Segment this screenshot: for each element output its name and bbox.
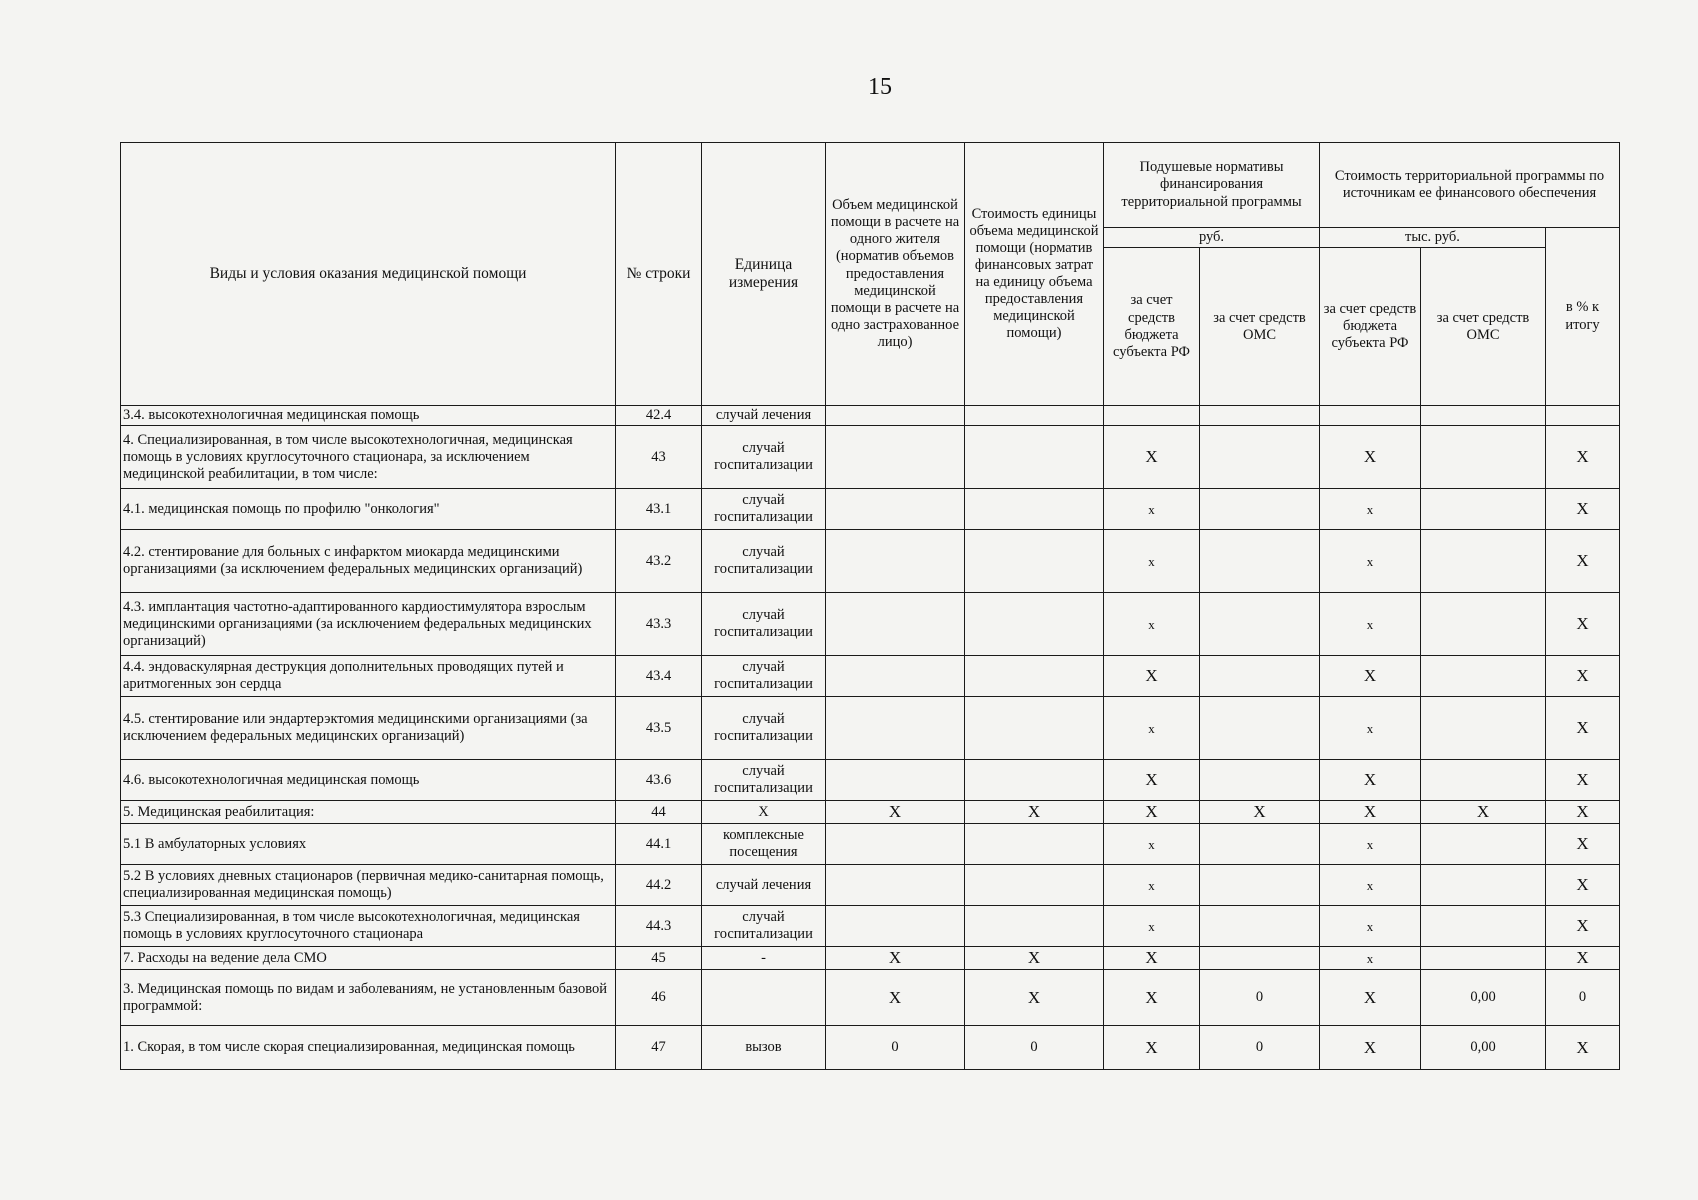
row-cost [965, 593, 1104, 656]
row-name: 5.3 Специализированная, в том числе высокотехнологичная, медицинская помощь в условиях круглосуточного стационара [121, 906, 616, 947]
row-volume [826, 865, 965, 906]
row-unit: случай госпитализации [702, 760, 826, 801]
row-per-capita-budget: х [1104, 697, 1200, 760]
row-cost [965, 656, 1104, 697]
row-number: 43.3 [616, 593, 702, 656]
row-cost [965, 530, 1104, 593]
row-per-capita-budget: х [1104, 530, 1200, 593]
table-row [121, 489, 1620, 530]
medical-care-table [120, 142, 1620, 1070]
row-program-oms [1421, 530, 1546, 593]
row-percent [1546, 406, 1620, 426]
row-volume: 0 [826, 1026, 965, 1070]
row-percent: Х [1546, 801, 1620, 824]
row-per-capita-budget: Х [1104, 760, 1200, 801]
row-program-budget: х [1320, 489, 1421, 530]
row-per-capita-budget: Х [1104, 947, 1200, 970]
row-percent: Х [1546, 489, 1620, 530]
header-volume: Объем медицинской помощи в расчете на одного жителя (норматив объемов предоставления медицинской помощи в расчете на одно застрахованное лицо) [826, 143, 965, 406]
row-name: 1. Скорая, в том числе скорая специализированная, медицинская помощь [121, 1026, 616, 1070]
row-program-oms [1421, 426, 1546, 489]
row-number: 43.4 [616, 656, 702, 697]
row-program-budget: х [1320, 697, 1421, 760]
table-row [121, 697, 1620, 760]
row-name: 5.2 В условиях дневных стационаров (первичная медико-санитарная помощь, специализированная медицинская помощь) [121, 865, 616, 906]
header-program-cost: Стоимость территориальной программы по источникам ее финансового обеспечения [1320, 143, 1620, 228]
row-per-capita-oms: Х [1200, 801, 1320, 824]
row-number: 44.2 [616, 865, 702, 906]
row-program-oms [1421, 697, 1546, 760]
table-row [121, 906, 1620, 947]
row-volume [826, 406, 965, 426]
table-row [121, 406, 1620, 426]
row-per-capita-oms [1200, 593, 1320, 656]
row-program-oms [1421, 760, 1546, 801]
header-thous-rub: тыс. руб. [1320, 228, 1546, 248]
row-program-budget: х [1320, 824, 1421, 865]
table-row [121, 801, 1620, 824]
row-number: 43.2 [616, 530, 702, 593]
row-volume [826, 489, 965, 530]
row-per-capita-budget [1104, 406, 1200, 426]
table-row [121, 970, 1620, 1026]
row-number: 43.6 [616, 760, 702, 801]
row-per-capita-oms: 0 [1200, 970, 1320, 1026]
row-cost [965, 906, 1104, 947]
row-unit: случай лечения [702, 406, 826, 426]
header-budget-2: за счет средств бюджета субъекта РФ [1320, 248, 1421, 406]
row-percent: Х [1546, 824, 1620, 865]
row-volume: Х [826, 970, 965, 1026]
row-per-capita-budget: Х [1104, 801, 1200, 824]
row-program-oms: 0,00 [1421, 1026, 1546, 1070]
row-program-budget: х [1320, 865, 1421, 906]
header-row-number: № строки [616, 143, 702, 406]
row-number: 45 [616, 947, 702, 970]
row-cost [965, 406, 1104, 426]
row-unit: случай госпитализации [702, 426, 826, 489]
row-cost: Х [965, 947, 1104, 970]
row-program-budget: х [1320, 593, 1421, 656]
row-volume [826, 760, 965, 801]
row-program-oms [1421, 593, 1546, 656]
row-cost [965, 697, 1104, 760]
row-per-capita-budget: х [1104, 593, 1200, 656]
row-volume [826, 697, 965, 760]
row-program-oms [1421, 656, 1546, 697]
row-name: 4.3. имплантация частотно-адаптированного кардиостимулятора взрослым медицинскими организациями (за исключением федеральных медицинских организаций) [121, 593, 616, 656]
row-per-capita-oms [1200, 426, 1320, 489]
row-unit: Х [702, 801, 826, 824]
row-per-capita-budget: х [1104, 489, 1200, 530]
row-number: 43.5 [616, 697, 702, 760]
table-row [121, 530, 1620, 593]
row-volume: Х [826, 801, 965, 824]
row-cost [965, 760, 1104, 801]
row-percent: Х [1546, 906, 1620, 947]
row-per-capita-oms [1200, 760, 1320, 801]
row-number: 42.4 [616, 406, 702, 426]
row-unit: случай госпитализации [702, 593, 826, 656]
row-percent: Х [1546, 426, 1620, 489]
row-cost [965, 824, 1104, 865]
row-unit: случай лечения [702, 865, 826, 906]
header-budget: за счет средств бюджета субъекта РФ [1104, 248, 1200, 406]
row-number: 44 [616, 801, 702, 824]
row-unit: вызов [702, 1026, 826, 1070]
row-unit: случай госпитализации [702, 656, 826, 697]
row-program-budget: х [1320, 947, 1421, 970]
row-unit: случай госпитализации [702, 906, 826, 947]
row-program-oms [1421, 906, 1546, 947]
row-program-budget: х [1320, 906, 1421, 947]
row-volume [826, 656, 965, 697]
row-unit: случай госпитализации [702, 697, 826, 760]
row-name: 5. Медицинская реабилитация: [121, 801, 616, 824]
row-unit: случай госпитализации [702, 489, 826, 530]
row-percent: Х [1546, 593, 1620, 656]
row-program-budget: Х [1320, 801, 1421, 824]
row-percent: Х [1546, 760, 1620, 801]
header-rub: руб. [1104, 228, 1320, 248]
row-percent: Х [1546, 656, 1620, 697]
table-row [121, 865, 1620, 906]
row-percent: Х [1546, 1026, 1620, 1070]
row-number: 43 [616, 426, 702, 489]
row-program-oms [1421, 947, 1546, 970]
table-row [121, 824, 1620, 865]
row-program-budget: Х [1320, 426, 1421, 489]
row-unit: - [702, 947, 826, 970]
row-program-oms: 0,00 [1421, 970, 1546, 1026]
row-cost [965, 426, 1104, 489]
row-cost [965, 489, 1104, 530]
row-percent: Х [1546, 697, 1620, 760]
row-volume [826, 530, 965, 593]
row-per-capita-oms [1200, 406, 1320, 426]
row-per-capita-oms [1200, 906, 1320, 947]
row-volume [826, 593, 965, 656]
row-volume [826, 426, 965, 489]
row-name: 4.6. высокотехнологичная медицинская помощь [121, 760, 616, 801]
row-program-oms [1421, 824, 1546, 865]
row-per-capita-oms [1200, 865, 1320, 906]
table-row [121, 426, 1620, 489]
row-cost: Х [965, 801, 1104, 824]
row-name: 4.4. эндоваскулярная деструкция дополнительных проводящих путей и аритмогенных зон сердца [121, 656, 616, 697]
row-program-oms [1421, 865, 1546, 906]
row-volume [826, 824, 965, 865]
header-oms: за счет средств ОМС [1200, 248, 1320, 406]
row-name: 3.4. высокотехнологичная медицинская помощь [121, 406, 616, 426]
row-name: 5.1 В амбулаторных условиях [121, 824, 616, 865]
row-number: 44.3 [616, 906, 702, 947]
row-per-capita-oms [1200, 824, 1320, 865]
row-program-budget [1320, 406, 1421, 426]
page-number: 15 [868, 74, 892, 100]
row-percent: Х [1546, 865, 1620, 906]
row-per-capita-budget: Х [1104, 970, 1200, 1026]
row-program-budget: х [1320, 530, 1421, 593]
row-cost: 0 [965, 1026, 1104, 1070]
row-per-capita-budget: Х [1104, 426, 1200, 489]
header-unit-cost: Стоимость единицы объема медицинской помощи (норматив финансовых затрат на единицу объема предоставления медицинской помощи) [965, 143, 1104, 406]
row-name: 4.2. стентирование для больных с инфарктом миокарда медицинскими организациями (за исключением федеральных медицинских организаций) [121, 530, 616, 593]
row-percent: 0 [1546, 970, 1620, 1026]
row-program-oms: Х [1421, 801, 1546, 824]
row-per-capita-oms [1200, 656, 1320, 697]
row-unit: случай госпитализации [702, 530, 826, 593]
row-per-capita-budget: Х [1104, 1026, 1200, 1070]
row-cost: Х [965, 970, 1104, 1026]
table-row [121, 593, 1620, 656]
row-percent: Х [1546, 947, 1620, 970]
row-name: 7. Расходы на ведение дела СМО [121, 947, 616, 970]
header-unit: Единица измерения [702, 143, 826, 406]
row-per-capita-oms [1200, 697, 1320, 760]
row-per-capita-budget: х [1104, 865, 1200, 906]
row-unit [702, 970, 826, 1026]
row-program-budget: Х [1320, 760, 1421, 801]
row-per-capita-budget: х [1104, 824, 1200, 865]
row-program-oms [1421, 406, 1546, 426]
row-program-budget: Х [1320, 1026, 1421, 1070]
row-name: 4. Специализированная, в том числе высокотехнологичная, медицинская помощь в условиях круглосуточного стационара, за исключением медицинской реабилитации, в том числе: [121, 426, 616, 489]
row-per-capita-budget: Х [1104, 656, 1200, 697]
row-name: 3. Медицинская помощь по видам и заболеваниям, не установленным базовой программой: [121, 970, 616, 1026]
row-number: 43.1 [616, 489, 702, 530]
row-percent: Х [1546, 530, 1620, 593]
row-program-budget: Х [1320, 656, 1421, 697]
row-name: 4.5. стентирование или эндартерэктомия медицинскими организациями (за исключением федеральных медицинских организаций) [121, 697, 616, 760]
row-per-capita-budget: х [1104, 906, 1200, 947]
row-per-capita-oms [1200, 947, 1320, 970]
table-row [121, 656, 1620, 697]
row-per-capita-oms: 0 [1200, 1026, 1320, 1070]
row-number: 47 [616, 1026, 702, 1070]
header-per-capita: Подушевые нормативы финансирования территориальной программы [1104, 143, 1320, 228]
row-unit: комплексные посещения [702, 824, 826, 865]
table-row [121, 760, 1620, 801]
row-volume [826, 906, 965, 947]
table-body [121, 406, 1620, 1070]
row-number: 44.1 [616, 824, 702, 865]
row-per-capita-oms [1200, 530, 1320, 593]
row-name: 4.1. медицинская помощь по профилю "онкология" [121, 489, 616, 530]
table-row [121, 947, 1620, 970]
header-oms-2: за счет средств ОМС [1421, 248, 1546, 406]
row-cost [965, 865, 1104, 906]
row-number: 46 [616, 970, 702, 1026]
row-program-oms [1421, 489, 1546, 530]
table-row [121, 1026, 1620, 1070]
row-program-budget: Х [1320, 970, 1421, 1026]
row-per-capita-oms [1200, 489, 1320, 530]
row-volume: Х [826, 947, 965, 970]
header-types: Виды и условия оказания медицинской помощи [121, 143, 616, 406]
header-percent: в % к итогу [1546, 228, 1620, 406]
